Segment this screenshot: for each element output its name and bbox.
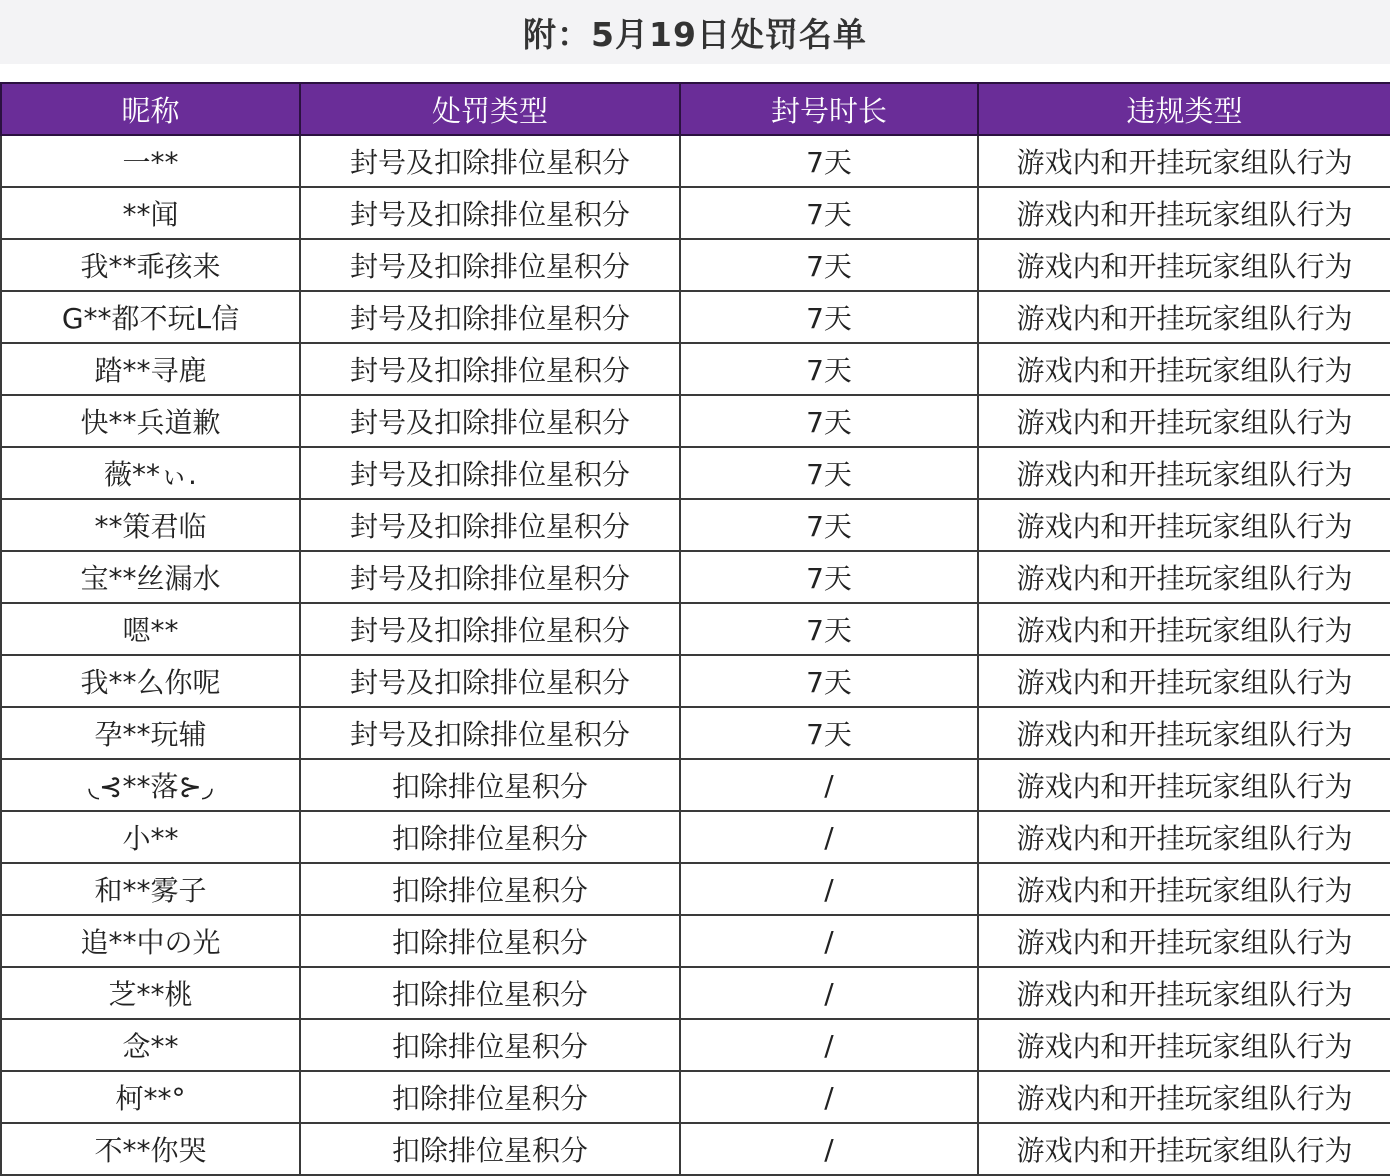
table-row — [1, 863, 1390, 915]
table-row — [1, 551, 1390, 603]
table-row — [1, 499, 1390, 551]
cell-ban-duration: / — [680, 1123, 978, 1175]
cell-nickname: 柯**° — [1, 1071, 300, 1123]
cell-punishment-type: 封号及扣除排位星积分 — [300, 551, 680, 603]
cell-punishment-type: 封号及扣除排位星积分 — [300, 291, 680, 343]
cell-punishment-type: 扣除排位星积分 — [300, 759, 680, 811]
cell-nickname: 念** — [1, 1019, 300, 1071]
table-header — [1, 83, 1390, 135]
cell-ban-duration: 7天 — [680, 395, 978, 447]
table-row — [1, 655, 1390, 707]
cell-violation-type: 游戏内和开挂玩家组队行为 — [978, 759, 1390, 811]
punishment-table — [0, 82, 1390, 1176]
cell-nickname: 踏**寻鹿 — [1, 343, 300, 395]
cell-violation-type: 游戏内和开挂玩家组队行为 — [978, 915, 1390, 967]
cell-punishment-type: 扣除排位星积分 — [300, 915, 680, 967]
cell-punishment-type: 扣除排位星积分 — [300, 1019, 680, 1071]
cell-violation-type: 游戏内和开挂玩家组队行为 — [978, 291, 1390, 343]
cell-punishment-type: 封号及扣除排位星积分 — [300, 499, 680, 551]
cell-nickname: 宝**丝漏水 — [1, 551, 300, 603]
cell-nickname: ◟⊰**落⊱◞ — [1, 759, 300, 811]
cell-violation-type: 游戏内和开挂玩家组队行为 — [978, 967, 1390, 1019]
cell-nickname: 孕**玩辅 — [1, 707, 300, 759]
cell-ban-duration: / — [680, 1019, 978, 1071]
cell-ban-duration: 7天 — [680, 239, 978, 291]
cell-nickname: G**都不玩L信 — [1, 291, 300, 343]
cell-ban-duration: / — [680, 1071, 978, 1123]
table-row — [1, 187, 1390, 239]
cell-ban-duration: 7天 — [680, 135, 978, 187]
cell-violation-type: 游戏内和开挂玩家组队行为 — [978, 655, 1390, 707]
cell-violation-type: 游戏内和开挂玩家组队行为 — [978, 811, 1390, 863]
cell-punishment-type: 扣除排位星积分 — [300, 863, 680, 915]
table-row — [1, 967, 1390, 1019]
cell-punishment-type: 扣除排位星积分 — [300, 1071, 680, 1123]
cell-ban-duration: 7天 — [680, 291, 978, 343]
cell-nickname: 一** — [1, 135, 300, 187]
cell-ban-duration: 7天 — [680, 655, 978, 707]
cell-ban-duration: 7天 — [680, 187, 978, 239]
cell-punishment-type: 封号及扣除排位星积分 — [300, 395, 680, 447]
cell-punishment-type: 封号及扣除排位星积分 — [300, 343, 680, 395]
page-title: 附：5月19日处罚名单 — [523, 14, 867, 54]
cell-punishment-type: 封号及扣除排位星积分 — [300, 655, 680, 707]
cell-nickname: 小** — [1, 811, 300, 863]
cell-punishment-type: 封号及扣除排位星积分 — [300, 187, 680, 239]
table-row — [1, 239, 1390, 291]
cell-violation-type: 游戏内和开挂玩家组队行为 — [978, 863, 1390, 915]
cell-violation-type: 游戏内和开挂玩家组队行为 — [978, 551, 1390, 603]
cell-nickname: 快**兵道歉 — [1, 395, 300, 447]
cell-punishment-type: 封号及扣除排位星积分 — [300, 707, 680, 759]
table-row — [1, 1019, 1390, 1071]
table-row — [1, 395, 1390, 447]
table-row — [1, 343, 1390, 395]
cell-nickname: 嗯** — [1, 603, 300, 655]
cell-violation-type: 游戏内和开挂玩家组队行为 — [978, 1123, 1390, 1175]
cell-ban-duration: / — [680, 759, 978, 811]
punishment-table-container — [0, 82, 1390, 1176]
cell-punishment-type: 封号及扣除排位星积分 — [300, 447, 680, 499]
header-ban-duration: 封号时长 — [680, 83, 978, 135]
cell-ban-duration: 7天 — [680, 707, 978, 759]
cell-ban-duration: 7天 — [680, 499, 978, 551]
cell-violation-type: 游戏内和开挂玩家组队行为 — [978, 707, 1390, 759]
table-body — [1, 135, 1390, 1175]
cell-ban-duration: 7天 — [680, 447, 978, 499]
table-row — [1, 135, 1390, 187]
cell-violation-type: 游戏内和开挂玩家组队行为 — [978, 1019, 1390, 1071]
header-violation-type: 违规类型 — [978, 83, 1390, 135]
cell-violation-type: 游戏内和开挂玩家组队行为 — [978, 1071, 1390, 1123]
cell-nickname: **闻 — [1, 187, 300, 239]
cell-nickname: 不**你哭 — [1, 1123, 300, 1175]
cell-nickname: 我**乖孩来 — [1, 239, 300, 291]
cell-nickname: **策君临 — [1, 499, 300, 551]
cell-punishment-type: 扣除排位星积分 — [300, 967, 680, 1019]
header-row — [1, 83, 1390, 135]
table-row — [1, 291, 1390, 343]
cell-nickname: 芝**桃 — [1, 967, 300, 1019]
cell-punishment-type: 封号及扣除排位星积分 — [300, 239, 680, 291]
cell-violation-type: 游戏内和开挂玩家组队行为 — [978, 343, 1390, 395]
cell-violation-type: 游戏内和开挂玩家组队行为 — [978, 135, 1390, 187]
cell-punishment-type: 封号及扣除排位星积分 — [300, 135, 680, 187]
cell-violation-type: 游戏内和开挂玩家组队行为 — [978, 603, 1390, 655]
table-row — [1, 759, 1390, 811]
table-row — [1, 1123, 1390, 1175]
table-row — [1, 811, 1390, 863]
cell-violation-type: 游戏内和开挂玩家组队行为 — [978, 447, 1390, 499]
cell-ban-duration: 7天 — [680, 551, 978, 603]
cell-violation-type: 游戏内和开挂玩家组队行为 — [978, 239, 1390, 291]
header-nickname: 昵称 — [1, 83, 300, 135]
cell-nickname: 我**么你呢 — [1, 655, 300, 707]
cell-violation-type: 游戏内和开挂玩家组队行为 — [978, 187, 1390, 239]
cell-nickname: 薇**ぃ. — [1, 447, 300, 499]
cell-punishment-type: 封号及扣除排位星积分 — [300, 603, 680, 655]
cell-nickname: 追**中の光 — [1, 915, 300, 967]
cell-punishment-type: 扣除排位星积分 — [300, 1123, 680, 1175]
cell-ban-duration: / — [680, 811, 978, 863]
table-row — [1, 707, 1390, 759]
table-row — [1, 603, 1390, 655]
cell-ban-duration: / — [680, 967, 978, 1019]
cell-ban-duration: / — [680, 863, 978, 915]
cell-nickname: 和**雾子 — [1, 863, 300, 915]
table-row — [1, 1071, 1390, 1123]
cell-ban-duration: 7天 — [680, 343, 978, 395]
cell-violation-type: 游戏内和开挂玩家组队行为 — [978, 395, 1390, 447]
cell-ban-duration: / — [680, 915, 978, 967]
cell-violation-type: 游戏内和开挂玩家组队行为 — [978, 499, 1390, 551]
header-punishment-type: 处罚类型 — [300, 83, 680, 135]
title-bar — [0, 0, 1390, 64]
table-row — [1, 447, 1390, 499]
table-row — [1, 915, 1390, 967]
cell-punishment-type: 扣除排位星积分 — [300, 811, 680, 863]
cell-ban-duration: 7天 — [680, 603, 978, 655]
